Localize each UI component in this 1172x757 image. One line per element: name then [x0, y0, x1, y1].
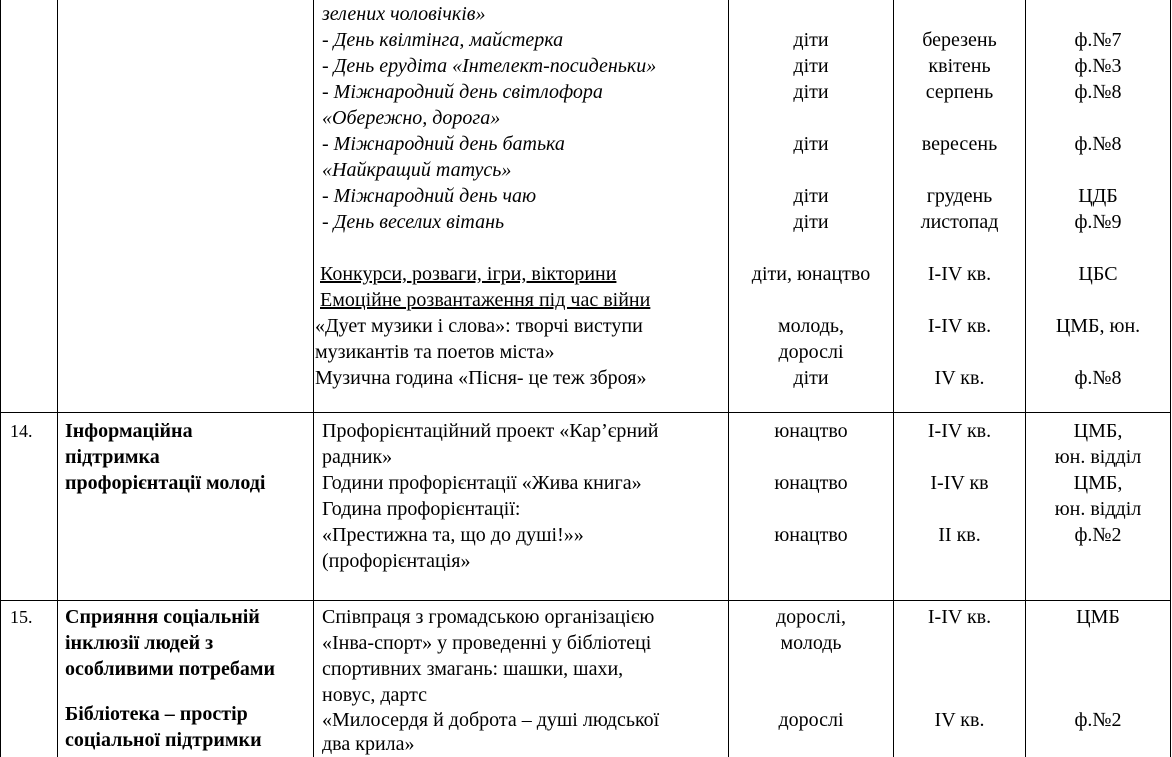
row-title: інклюзії людей з — [65, 632, 214, 654]
term-cell: листопад — [920, 211, 999, 233]
event-text: - Міжнародний день світлофора — [322, 81, 603, 103]
event-text: «Дует музики і слова»: творчі виступи — [315, 315, 643, 337]
contests-text: Емоційне розвантаження під час війни — [320, 289, 651, 311]
place-cell: ф.№8 — [1074, 81, 1122, 103]
event-text: «Милосердя й доброта – душі людської — [322, 709, 660, 731]
audience-cell: юнацтво — [774, 420, 848, 442]
place-cell: ф.№2 — [1074, 709, 1122, 731]
row-number: 15. — [10, 607, 33, 627]
term-cell: І-ІV кв. — [927, 263, 992, 285]
place-cell: ЦМБ, — [1073, 420, 1123, 442]
event-text: два крила» — [322, 733, 415, 755]
audience-cell: молодь — [780, 632, 842, 654]
row-title: Інформаційна — [65, 420, 193, 442]
term-cell: ІІ кв. — [938, 524, 981, 546]
term-cell: квітень — [928, 55, 991, 77]
event-text: спортивних змагань: шашки, шахи, — [322, 658, 624, 680]
place-cell: ф.№7 — [1074, 29, 1122, 51]
place-cell: ф.№8 — [1074, 367, 1122, 389]
place-cell: ф.№2 — [1074, 524, 1122, 546]
audience-cell: юнацтво — [774, 472, 848, 494]
event-text: Профорієнтаційний проект «Кар’єрний — [322, 420, 659, 442]
place-cell: ЦМБ, — [1073, 472, 1123, 494]
event-text: зелених чоловічків» — [322, 3, 486, 25]
event-text: Година профорієнтації: — [322, 498, 521, 520]
table-row-divider — [0, 600, 1171, 601]
event-text: «Обережно, дорога» — [322, 107, 501, 129]
event-text: «Інва-спорт» у проведенні у бібліотеці — [322, 632, 652, 654]
event-text: Години профорієнтації «Жива книга» — [322, 472, 642, 494]
place-cell: юн. відділ — [1054, 498, 1142, 520]
term-cell: І-ІV кв. — [927, 606, 992, 628]
contests-text: Конкурси, розваги, ігри, вікторини — [320, 263, 617, 285]
table-border-left — [0, 0, 1, 757]
audience-cell: діти — [793, 81, 829, 103]
event-text: - День веселих вітань — [322, 211, 505, 233]
place-cell: ЦМБ, юн. — [1055, 315, 1141, 337]
event-text: новус, дартс — [322, 684, 427, 706]
table-border-right — [1170, 0, 1171, 757]
row-title: особливими потребами — [65, 658, 276, 680]
place-cell: ф.№3 — [1074, 55, 1122, 77]
row-title: профорієнтації молоді — [65, 472, 266, 494]
row-number: 14. — [10, 421, 33, 441]
audience-cell: діти, юнацтво — [751, 263, 871, 285]
audience-cell: діти — [793, 29, 829, 51]
table-column-divider — [313, 0, 314, 757]
row-title: соціальної підтримки — [65, 729, 262, 751]
term-cell: І-ІV кв. — [927, 315, 992, 337]
place-cell: ЦМБ — [1076, 606, 1120, 628]
event-text: Музична година «Пісня- це теж зброя» — [315, 367, 647, 389]
row-title: Бібліотека – простір — [65, 703, 248, 725]
audience-cell: дорослі — [778, 709, 844, 731]
place-cell: ф.№8 — [1074, 133, 1122, 155]
audience-cell: діти — [793, 367, 829, 389]
audience-cell: юнацтво — [774, 524, 848, 546]
term-cell: І-ІV кв. — [927, 420, 992, 442]
row-title: підтримка — [65, 446, 160, 468]
event-text: - Міжнародний день чаю — [322, 185, 537, 207]
place-cell: ЦБС — [1078, 263, 1118, 285]
audience-cell: діти — [793, 211, 829, 233]
event-text: «Найкращий татусь» — [322, 159, 512, 181]
term-cell: ІV кв. — [934, 367, 985, 389]
event-text: - Міжнародний день батька — [322, 133, 565, 155]
table-column-divider — [57, 0, 58, 757]
audience-cell: діти — [793, 185, 829, 207]
audience-cell: дорослі, — [775, 606, 847, 628]
term-cell: І-ІV кв — [930, 472, 989, 494]
term-cell: вересень — [921, 133, 998, 155]
event-text: «Престижна та, що до душі!»» — [322, 524, 584, 546]
event-text: музикантів та поетов міста» — [315, 341, 555, 363]
term-cell: ІV кв. — [934, 709, 985, 731]
audience-cell: діти — [793, 133, 829, 155]
event-text: - День квілтінга, майстерка — [322, 29, 564, 51]
audience-cell: діти — [793, 55, 829, 77]
term-cell: серпень — [925, 81, 994, 103]
place-cell: ф.№9 — [1074, 211, 1122, 233]
row-title: Сприяння соціальній — [65, 606, 260, 628]
event-text: - День ерудіта «Інтелект-посиденьки» — [322, 55, 657, 77]
place-cell: юн. відділ — [1054, 446, 1142, 468]
table-row-divider — [0, 412, 1171, 413]
event-text: радник» — [322, 446, 393, 468]
event-text: Співпраця з громадською організацією — [322, 606, 655, 628]
place-cell: ЦДБ — [1078, 185, 1118, 207]
term-cell: грудень — [926, 185, 993, 207]
audience-cell: молодь, — [777, 315, 845, 337]
term-cell: березень — [922, 29, 997, 51]
event-text: (профорієнтація» — [322, 550, 471, 572]
audience-cell: дорослі — [778, 341, 844, 363]
